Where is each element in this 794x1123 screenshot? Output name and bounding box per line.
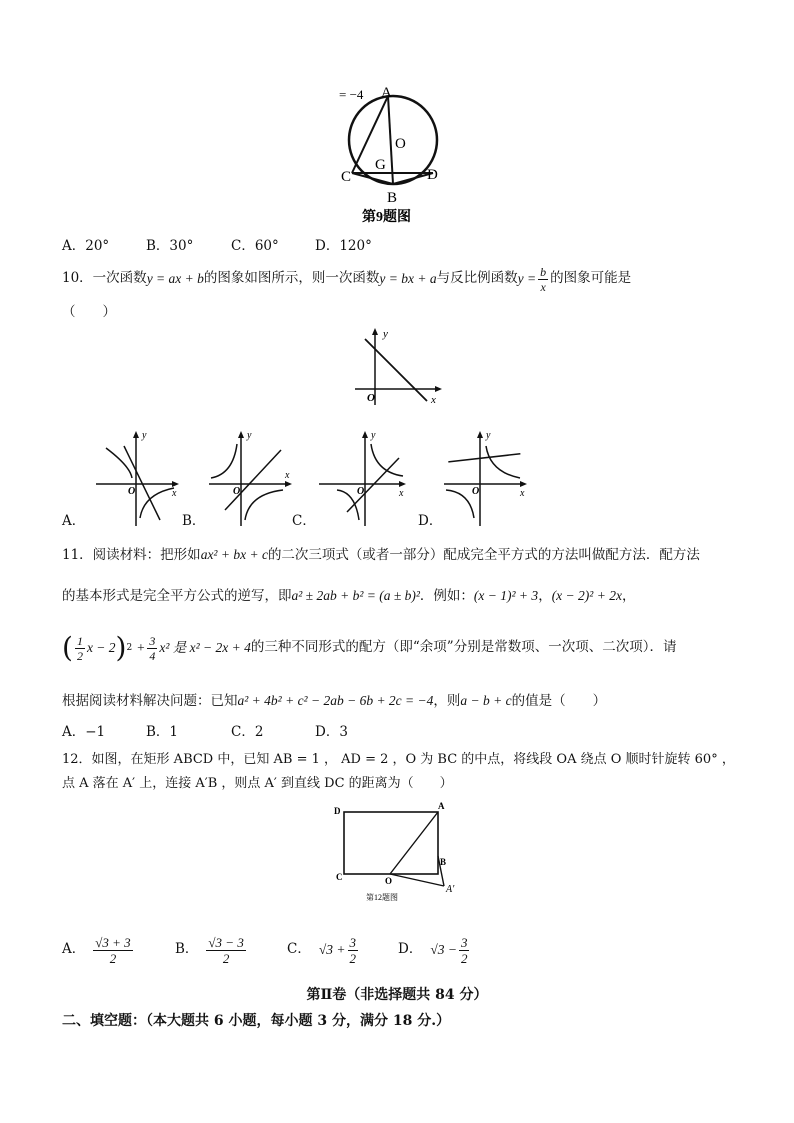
q11-option-d: D．3 bbox=[315, 724, 348, 740]
q11-frac1 bbox=[75, 635, 85, 662]
q9-fig-eq: = −4 bbox=[339, 87, 364, 102]
q11-option-b: B．1 bbox=[146, 724, 179, 740]
q10-main-graph bbox=[345, 325, 445, 410]
q10-d-x: x bbox=[520, 488, 525, 499]
q10-eq3-lhs: y = bbox=[517, 271, 537, 287]
q11-frac2 bbox=[147, 635, 157, 662]
q9-caption: 第9题图 bbox=[362, 210, 411, 225]
q10-option-a-label: A． bbox=[62, 513, 86, 529]
q11-line2-a: 的基本形式是完全平方公式的逆写，即 bbox=[62, 588, 292, 604]
q11-square: 2 bbox=[126, 642, 133, 653]
q9-label-C: C bbox=[341, 169, 352, 185]
q11-line4-a: 根据阅读材料解决问题：已知 bbox=[62, 693, 238, 709]
q11-line3 bbox=[62, 630, 676, 666]
q9-label-O: O bbox=[395, 136, 406, 152]
q9-option-d: D．120° bbox=[315, 238, 372, 254]
q9-label-B: B bbox=[387, 190, 398, 206]
q11-option-c: C．2 bbox=[231, 724, 264, 740]
q12-option-c bbox=[287, 930, 360, 970]
q12-opt-a-frac bbox=[93, 936, 132, 965]
q12-label-B: B bbox=[440, 857, 447, 867]
q12-line1: 12．如图，在矩形 ABCD 中，已知 AB = 1 ， AD = 2 ，O 为 BC 的中点，将线段 OA 绕点 O 顺时针旋转 60° ， bbox=[62, 752, 735, 767]
q12-label-O: O bbox=[385, 876, 393, 886]
q12-opt-d-den: 2 bbox=[460, 950, 468, 966]
q11-frac2-num: 3 bbox=[149, 633, 156, 648]
q12-option-a bbox=[62, 930, 135, 970]
q11-line1-a: 11．阅读材料：把形如 bbox=[62, 547, 201, 563]
q11-paren-close: ) bbox=[115, 631, 127, 664]
q12-opt-a-num: √3 + 3 bbox=[95, 934, 131, 950]
q11-line3-eq-b: + bbox=[136, 640, 146, 656]
q10-d-origin: O bbox=[472, 486, 480, 497]
q12-caption: 第12题图 bbox=[366, 893, 398, 902]
q10-b-origin: O bbox=[233, 486, 241, 497]
q11-paren-open: ( bbox=[62, 631, 73, 664]
q10-stem bbox=[62, 264, 631, 294]
q12-opt-b-frac bbox=[206, 936, 245, 965]
q10-a-y: y bbox=[142, 430, 147, 441]
q11-line1-b: 的二次三项式（或者一部分）配成完全平方式的方法叫做配方法．配方法 bbox=[267, 547, 700, 563]
fill-in-heading: 二、填空题：（本大题共 6 小题，每小题 3 分，满分 18 分.） bbox=[62, 1013, 451, 1029]
q11-line2 bbox=[62, 589, 635, 604]
q11-line4-eq: a² + 4b² + c² − 2ab − 6b + 2c = −4 bbox=[237, 693, 434, 708]
q10-c-x: x bbox=[399, 488, 404, 499]
q12-opt-a-den: 2 bbox=[109, 950, 117, 966]
q10-text-d: 的图象可能是 bbox=[550, 270, 632, 287]
q12-opt-b-den: 2 bbox=[222, 950, 230, 966]
q10-c-y: y bbox=[371, 430, 376, 441]
q10-frac-num: b bbox=[540, 264, 547, 279]
q10-a-x: x bbox=[172, 488, 177, 499]
q10-option-d-label: D． bbox=[418, 513, 443, 529]
q12-line2: 点 A 落在 A′ 上，连接 A′B ，则点 A′ 到直线 DC 的距离为（ ） bbox=[62, 776, 453, 791]
q10-eq1: y = ax + b bbox=[146, 271, 204, 287]
q11-line3-eq-c: x² 是 x² − 2x + 4 bbox=[159, 640, 251, 656]
q11-line1 bbox=[62, 548, 700, 563]
q12-opt-b-num: √3 − 3 bbox=[208, 934, 244, 950]
q10-fraction bbox=[538, 266, 548, 293]
q10-c-origin: O bbox=[357, 486, 365, 497]
q10-text-a: 10．一次函数 bbox=[62, 270, 147, 287]
q11-frac2-den: 4 bbox=[149, 648, 156, 663]
q12-opt-d-label: D． bbox=[398, 941, 423, 958]
q12-opt-c-num: 3 bbox=[349, 934, 356, 950]
q11-line4-b: ，则 bbox=[433, 693, 461, 709]
q9-label-G: G bbox=[375, 157, 386, 173]
q10-d-y: y bbox=[486, 430, 491, 441]
q12-opt-c-a: √3 + bbox=[318, 942, 346, 958]
q10-main-x: x bbox=[431, 394, 436, 406]
q12-opt-c-label: C． bbox=[287, 941, 311, 958]
q10-eq2: y = bx + a bbox=[379, 271, 437, 287]
q10-frac-den: x bbox=[540, 279, 546, 294]
q9-option-c: C．60° bbox=[231, 238, 279, 254]
q10-a-origin: O bbox=[128, 486, 136, 497]
q10-text-b: 的图象如图所示，则一次函数 bbox=[203, 270, 380, 287]
q11-frac1-den: 2 bbox=[76, 648, 83, 663]
q10-text-c: 与反比例函数 bbox=[436, 270, 518, 287]
q10-option-c-label: C． bbox=[292, 513, 316, 529]
q12-label-C: C bbox=[336, 872, 343, 882]
q12-label-A: A bbox=[438, 801, 445, 811]
q11-line4-eq2: a − b + c bbox=[460, 693, 512, 708]
q12-label-Ap: A′ bbox=[446, 884, 455, 895]
q10-option-a-graph bbox=[92, 428, 182, 528]
q11-line1-eq: ax² + bx + c bbox=[200, 547, 268, 562]
q11-line2-eq: a² ± 2ab + b² = (a ± b)² bbox=[291, 588, 420, 603]
q9-label-A: A bbox=[381, 85, 392, 101]
section-title: 第Ⅱ卷（非选择题共 84 分） bbox=[306, 987, 488, 1003]
q12-opt-d-a: √3 − bbox=[430, 942, 457, 958]
q10-main-origin: O bbox=[367, 392, 375, 404]
q12-opt-b-label: B． bbox=[175, 941, 199, 958]
q12-option-b bbox=[175, 930, 248, 970]
q11-line4 bbox=[62, 694, 606, 709]
q9-label-D: D bbox=[427, 167, 438, 183]
q12-label-D: D bbox=[334, 806, 341, 816]
q10-b-x: x bbox=[285, 470, 290, 481]
q11-line3-text: 的三种不同形式的配方（即“余项”分别是常数项、一次项、二次项）．请 bbox=[250, 639, 677, 656]
q12-figure bbox=[330, 800, 470, 910]
q12-option-d bbox=[398, 930, 471, 970]
q10-bracket: （ ） bbox=[62, 304, 116, 320]
q9-option-b: B．30° bbox=[146, 238, 194, 254]
q12-opt-c-frac bbox=[348, 936, 359, 965]
q11-frac1-num: 1 bbox=[76, 633, 83, 648]
q10-option-c-graph bbox=[315, 428, 410, 528]
q11-option-a: A．−1 bbox=[62, 724, 106, 740]
q10-main-y: y bbox=[383, 328, 388, 340]
q10-option-b-graph bbox=[205, 428, 295, 528]
q11-line4-c: 的值是（ ） bbox=[511, 693, 607, 709]
q9-option-a: A．20° bbox=[62, 238, 110, 254]
q12-opt-c-den: 2 bbox=[349, 950, 356, 966]
q10-option-b-label: B． bbox=[182, 513, 206, 529]
q9-figure bbox=[335, 85, 455, 225]
q12-opt-a-label: A． bbox=[62, 941, 86, 958]
q12-opt-d-frac bbox=[459, 936, 470, 965]
q11-line2-ex1: (x − 1)² + 3 bbox=[473, 588, 539, 603]
q11-line3-eq-a: x − 2 bbox=[86, 640, 116, 656]
q11-line2-sep: ， bbox=[538, 588, 552, 604]
q11-line2-ex2: (x − 2)² + 2x bbox=[551, 588, 622, 603]
q12-opt-d-num: 3 bbox=[460, 934, 468, 950]
q10-option-d-graph bbox=[440, 428, 530, 528]
q10-b-y: y bbox=[247, 430, 252, 441]
q11-line2-end: ， bbox=[621, 588, 636, 604]
q11-line2-b: ．例如： bbox=[419, 588, 474, 604]
